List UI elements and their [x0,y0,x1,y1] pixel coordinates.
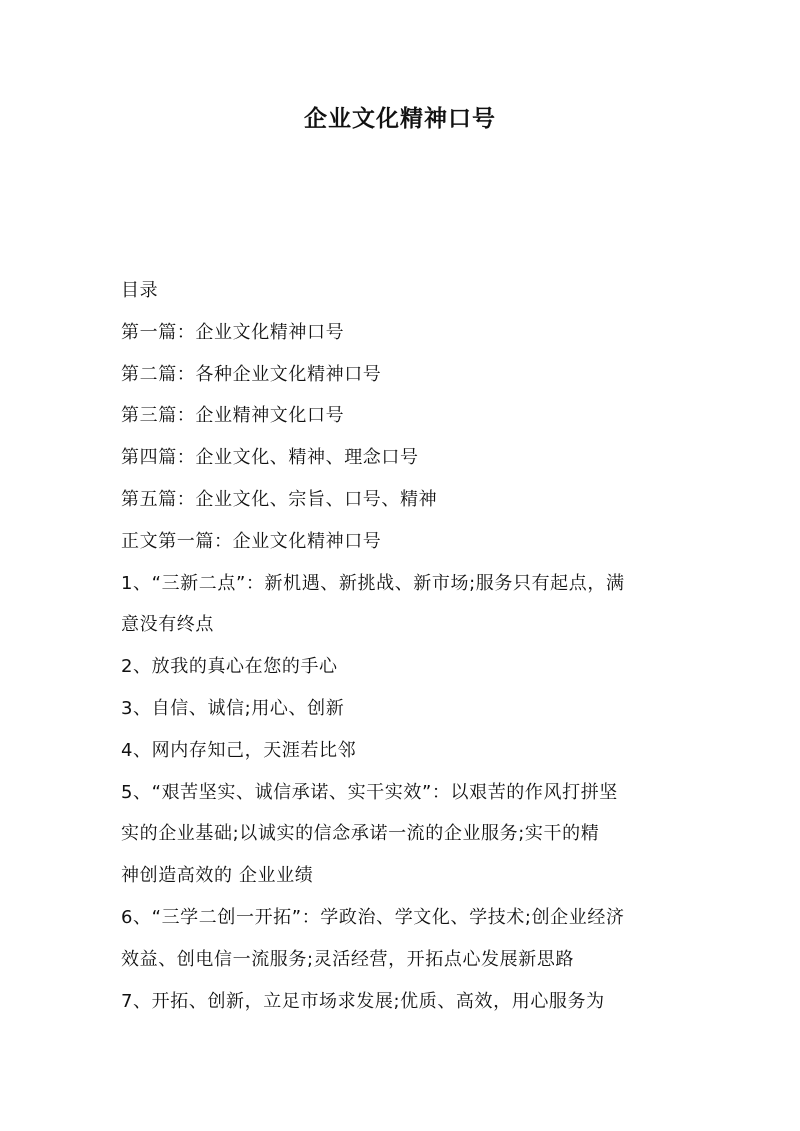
toc-item: 第二篇：各种企业文化精神口号 [121,363,382,385]
toc-item: 第四篇：企业文化、精神、理念口号 [121,447,419,469]
body-line: 7、开拓、创新，立足市场求发展;优质、高效，用心服务为 [121,990,605,1012]
document-title: 企业文化精神口号 [304,106,496,132]
toc-item: 第五篇：企业文化、宗旨、口号、精神 [121,488,438,510]
toc-item: 第一篇：企业文化精神口号 [121,321,345,343]
toc-item: 第三篇：企业精神文化口号 [121,405,345,427]
body-line: 实的企业基础;以诚实的信念承诺一流的企业服务;实干的精 [121,823,600,845]
body-line: 3、自信、诚信;用心、创新 [121,697,345,719]
toc-heading: 目录 [121,280,159,301]
body-line: 意没有终点 [121,614,214,636]
body-line: 1、“三新二点”：新机遇、新挑战、新市场;服务只有起点，满 [121,572,625,594]
body-line: 神创造高效的 企业业绩 [121,865,314,887]
section-heading: 正文第一篇：企业文化精神口号 [121,530,382,552]
body-line: 效益、创电信一流服务;灵活经营，开拓点心发展新思路 [121,948,575,970]
body-line: 4、网内存知己，天涯若比邻 [121,739,357,761]
body-line: 6、“三学二创一开拓”：学政治、学文化、学技术;创企业经济 [121,906,625,928]
body-line: 2、放我的真心在您的手心 [121,656,338,678]
document-body [121,270,686,1022]
body-line: 5、“艰苦坚实、诚信承诺、实干实效”：以艰苦的作风打拼坚 [121,781,618,803]
